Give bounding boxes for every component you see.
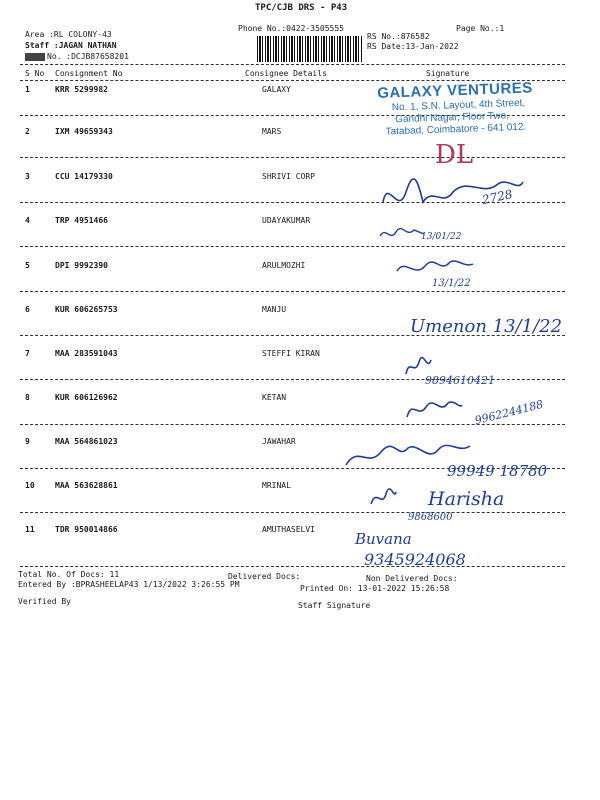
row-sno: 4	[25, 216, 30, 225]
rs-date: RS Date:13-Jan-2022	[367, 42, 459, 51]
stamp-line: Tatabad, Coimbatore - 641 012.	[385, 121, 527, 138]
row-sno: 5	[25, 261, 30, 270]
row-divider	[20, 566, 565, 567]
row-sno: 1	[25, 85, 30, 94]
handwritten-phone: 9868600	[408, 512, 453, 523]
handwritten-signature: Umenon 13/1/22	[410, 316, 563, 337]
row-consignment: TDR 950014866	[55, 525, 118, 534]
delivered-docs: Delivered Docs:	[228, 572, 301, 581]
row-sno: 2	[25, 127, 30, 136]
handwritten-name: Buvana	[355, 530, 412, 548]
col-sno: S No	[25, 69, 45, 78]
row-divider	[20, 512, 565, 513]
rs-number: RS No.:876582	[367, 32, 430, 41]
row-consignment: TRP 4951466	[55, 216, 108, 225]
row-consignee: GALAXY	[262, 85, 291, 94]
row-sno: 9	[25, 437, 30, 446]
row-consignment: IXM 49659343	[55, 127, 113, 136]
row-consignee: KETAN	[262, 393, 287, 402]
staff-label: Staff :JAGAN NATHAN	[25, 41, 117, 50]
handwritten-number: 2728	[480, 186, 514, 208]
row-consignment: KUR 606126962	[55, 393, 118, 402]
signature-scribble	[404, 397, 464, 425]
row-consignee: STEFFI KIRAN	[262, 349, 320, 358]
row-consignment: MAA 564861023	[55, 437, 118, 446]
row-consignee: MRINAL	[262, 481, 291, 490]
non-delivered-docs: Non Delivered Docs:	[366, 574, 458, 583]
row-consignment: KUR 606265753	[55, 305, 118, 314]
stamp-name: GALAXY VENTURES	[376, 79, 534, 102]
signature-scribble	[368, 486, 398, 514]
handwritten-date: 13/1/22	[432, 278, 471, 289]
row-sno: 8	[25, 393, 30, 402]
phone-number: Phone No.:0422-3505555	[238, 24, 344, 33]
row-consignee: JAWAHAR	[262, 437, 296, 446]
entered-by: Entered By :BPRASHEELAP43 1/13/2022 3:26:55 PM	[18, 580, 240, 589]
handwritten-phone: 9894610421	[425, 374, 495, 387]
row-sno: 3	[25, 172, 30, 181]
document-title: TPC/CJB DRS - P43	[255, 3, 348, 13]
total-docs: Total No. Of Docs: 11	[18, 570, 120, 579]
row-consignee: AMUTHASELVI	[262, 525, 315, 534]
row-consignee: MANJU	[262, 305, 287, 314]
row-consignment: CCU 14179330	[55, 172, 113, 181]
row-sno: 10	[25, 481, 35, 490]
col-signature: Signature	[426, 69, 470, 78]
row-consignment: MAA 563628861	[55, 481, 118, 490]
handwritten-mark: DL	[435, 140, 474, 170]
row-consignment: MAA 283591043	[55, 349, 118, 358]
handwritten-phone: 9345924068	[364, 550, 466, 569]
handwritten-date: 13/01/22	[421, 232, 462, 242]
row-sno: 6	[25, 305, 30, 314]
printed-on: Printed On: 13-01-2022 15:26:58	[300, 584, 450, 593]
company-stamp	[369, 77, 551, 148]
col-consignee: Consignee Details	[245, 69, 327, 78]
staff-signature: Staff Signature	[298, 601, 371, 610]
handwritten-phone: 9962244188	[473, 397, 545, 428]
divider	[20, 64, 565, 65]
row-consignment: DPI 9992390	[55, 261, 108, 270]
verified-by: Verified By	[18, 597, 71, 606]
row-consignee: MARS	[262, 127, 282, 136]
row-consignee: SHRIVI CORP	[262, 172, 315, 181]
area-label: Area :RL COLONY-43	[25, 30, 112, 39]
row-divider	[20, 157, 565, 158]
row-divider	[20, 291, 565, 292]
drs-number: No. :DCJB87658201	[25, 52, 129, 61]
row-consignee: UDAYAKUMAR	[262, 216, 311, 225]
page-number: Page No.:1	[456, 24, 505, 33]
row-sno: 7	[25, 349, 30, 358]
redaction-mark	[25, 53, 45, 61]
stamp-line: No. 1, S.N. Layout, 4th Street,	[391, 97, 526, 114]
handwritten-name: Harisha	[428, 488, 505, 510]
row-consignment: KRR 5299982	[55, 85, 108, 94]
row-divider	[20, 246, 565, 247]
row-sno: 11	[25, 525, 35, 534]
col-consignment: Consignment No	[55, 69, 123, 78]
row-consignee: ARULMOZHI	[262, 261, 306, 270]
stamp-line: Gandhi Nagar, Floor Two,	[395, 110, 510, 126]
handwritten-phone: 99949 18780	[447, 462, 548, 480]
barcode	[257, 36, 362, 62]
